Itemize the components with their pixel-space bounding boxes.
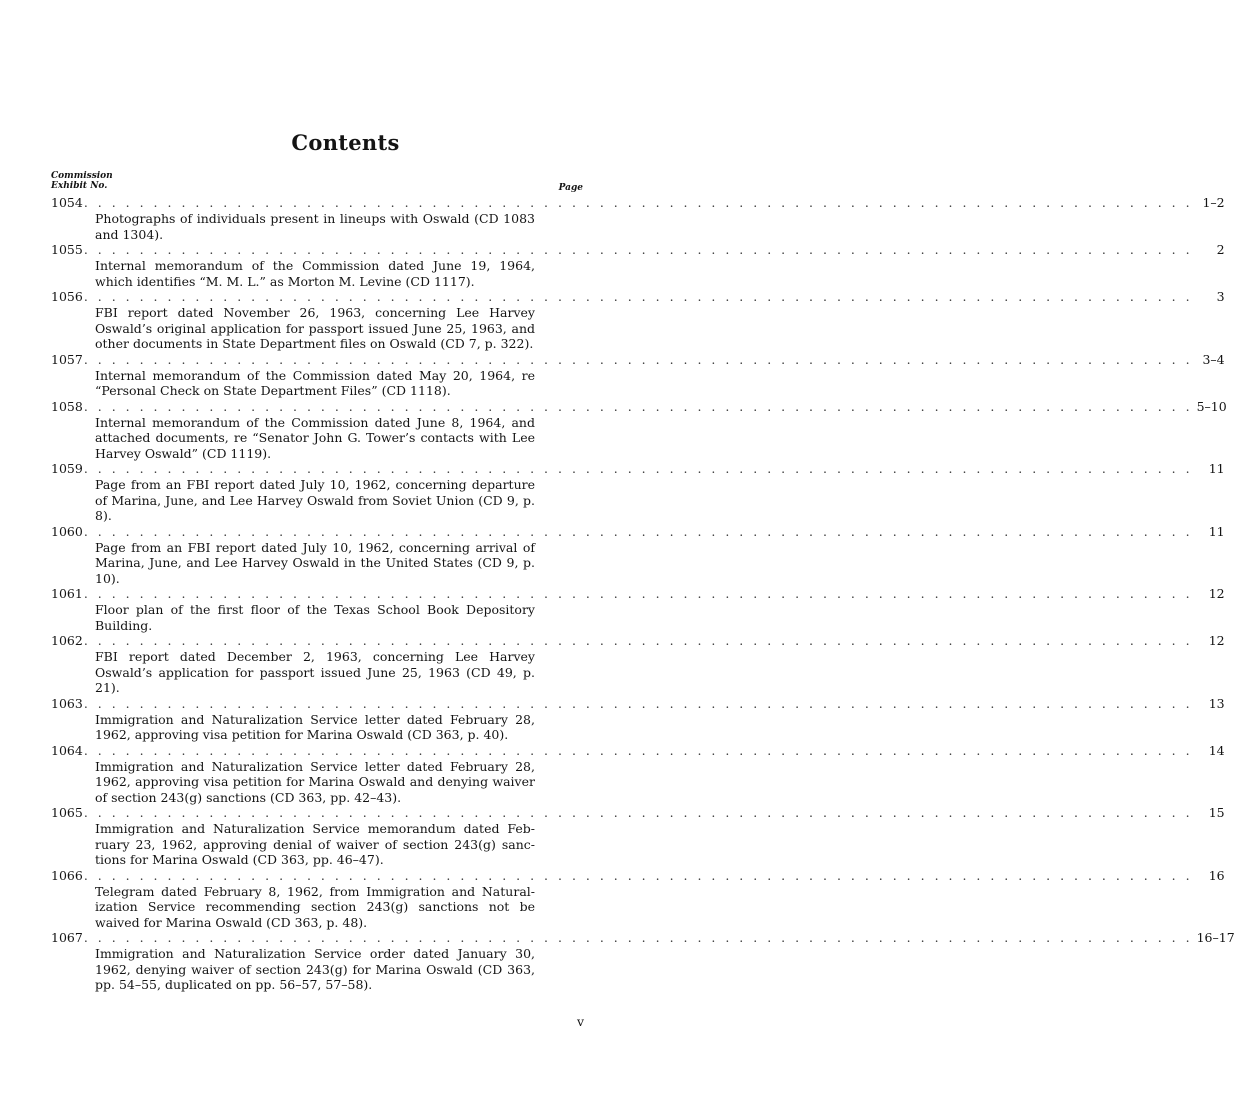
exhibit-number: 1061 — [51, 586, 83, 601]
contents-entry — [51, 398, 1227, 462]
contents-entry — [51, 805, 1225, 868]
entry-heading — [51, 586, 1225, 602]
page-number: 16–17 — [1196, 930, 1235, 945]
dot-leader: . . . . . . . . . . . . . . . . . . . . . . . . . . . . . . . . . . . . . . . . . . . . . . . . . . . . . . . . . . . . . . . . . . . . . . . . . . . . . . . . — [83, 930, 1193, 945]
exhibit-number: 1056 — [51, 289, 83, 304]
page-number: 11 — [1208, 461, 1225, 476]
exhibit-description: Internal memorandum of the Commission dated June 8, 1964, and attached documents, re “Senator John G. Tower’s contacts with Lee Harvey Oswald” (CD 1119). — [95, 414, 535, 461]
contents-entry — [51, 289, 1225, 352]
exhibit-number: 1062 — [51, 633, 83, 648]
exhibit-description: Internal memorandum of the Commission dated June 19, 1964, which identifies “M. M. L.” as Morton M. Levine (CD 1117). — [95, 258, 535, 289]
dot-leader: . . . . . . . . . . . . . . . . . . . . . . . . . . . . . . . . . . . . . . . . . . . . . . . . . . . . . . . . . . . . . . . . . . . . . . . . . . . . . . . . — [83, 461, 1193, 476]
page-folio: v — [576, 1014, 584, 1029]
page-number: 16 — [1208, 867, 1225, 883]
dot-leader: . . . . . . . . . . . . . . . . . . . . . . . . . . . . . . . . . . . . . . . . . . . . . . . . . . . . . . . . . . . . . . . . . . . . . . . . . . . . . . . . — [83, 586, 1193, 601]
entry-heading — [51, 523, 1225, 540]
dot-leader: . . . . . . . . . . . . . . . . . . . . . . . . . . . . . . . . . . . . . . . . . . . . . . . . . . . . . . . . . . . . . . . . . . . . . . . . . . . . . . . . — [83, 695, 1193, 711]
dot-leader: . . . . . . . . . . . . . . . . . . . . . . . . . . . . . . . . . . . . . . . . . . . . . . . . . . . . . . . . . . . . . . . . . . . . . . . . . . . . . . . . — [83, 805, 1193, 820]
entry-heading — [51, 195, 1225, 211]
contents-entry — [51, 695, 1225, 743]
exhibit-number: 1060 — [51, 523, 83, 539]
page-number: 15 — [1208, 805, 1225, 820]
exhibit-number: 1055 — [51, 242, 83, 257]
exhibit-description: Immigration and Naturalization Service letter dated February 28, 1962, approving visa petition for Marina Oswald and denying waiver of section 243(g) sanctions (CD 363, pp. 42–43). — [95, 758, 535, 805]
exhibit-number: 1058 — [51, 398, 83, 414]
entry-heading — [51, 242, 1225, 258]
entry-heading — [51, 867, 1225, 884]
page-number: 12 — [1208, 633, 1225, 648]
exhibit-description: Telegram dated February 8, 1962, from Immigration and Natural-ization Service recommending section 243(g) sanctions not be waived for Marina Oswald (CD 363, p. 48). — [95, 883, 535, 930]
page-title: Contents — [291, 130, 400, 155]
dot-leader: . . . . . . . . . . . . . . . . . . . . . . . . . . . . . . . . . . . . . . . . . . . . . . . . . . . . . . . . . . . . . . . . . . . . . . . . . . . . . . . . — [83, 351, 1193, 367]
contents-entry — [51, 867, 1225, 931]
exhibit-description: Page from an FBI report dated July 10, 1962, concerning departure of Marina, June, and Lee Harvey Oswald from Soviet Union (CD 9, p. 8). — [95, 477, 535, 523]
dot-leader: . . . . . . . . . . . . . . . . . . . . . . . . . . . . . . . . . . . . . . . . . . . . . . . . . . . . . . . . . . . . . . . . . . . . . . . . . . . . . . . . — [83, 289, 1193, 304]
contents-entry — [51, 461, 1225, 524]
entry-heading — [51, 461, 1225, 477]
exhibit-number: 1064 — [51, 742, 83, 758]
dot-leader: . . . . . . . . . . . . . . . . . . . . . . . . . . . . . . . . . . . . . . . . . . . . . . . . . . . . . . . . . . . . . . . . . . . . . . . . . . . . . . . . — [83, 633, 1193, 648]
exhibit-description: Immigration and Naturalization Service order dated January 30, 1962, denying waiver of section 243(g) for Marina Oswald (CD 363, pp. 54–55, duplicated on pp. 56–57, 57–58). — [95, 946, 535, 992]
entry-heading — [51, 695, 1225, 712]
page-number: 11 — [1208, 523, 1225, 539]
exhibit-number: 1063 — [51, 695, 83, 711]
page-number: 3 — [1216, 289, 1225, 304]
exhibit-description: Page from an FBI report dated July 10, 1962, concerning arrival of Marina, June, and Lee Harvey Oswald in the United States (CD 9, p. 10). — [95, 539, 535, 586]
entry-heading — [51, 742, 1225, 759]
dot-leader: . . . . . . . . . . . . . . . . . . . . . . . . . . . . . . . . . . . . . . . . . . . . . . . . . . . . . . . . . . . . . . . . . . . . . . . . . . . . . . . . — [83, 742, 1193, 758]
contents-entry — [51, 633, 1225, 696]
page-number: 3–4 — [1202, 351, 1225, 367]
entry-heading — [51, 351, 1225, 368]
contents-list — [51, 195, 1235, 993]
exhibit-description: Immigration and Naturalization Service letter dated February 28, 1962, approving visa petition for Marina Oswald (CD 363, p. 40). — [95, 711, 535, 742]
entry-heading — [51, 633, 1225, 649]
contents-entry — [51, 523, 1225, 587]
page-number: 2 — [1216, 242, 1225, 257]
exhibit-description: Immigration and Naturalization Service memorandum dated Feb-ruary 23, 1962, approving denial of waiver of section 243(g) sanc-tions for Marina Oswald (CD 363, pp. 46–47). — [95, 821, 535, 867]
contents-entry — [51, 586, 1225, 633]
page-number: 1–2 — [1202, 195, 1225, 210]
exhibit-description: FBI report dated November 26, 1963, concerning Lee Harvey Oswald’s original application for passport issued June 25, 1963, and other documents in State Department files on Oswald (CD 7, p. 322). — [95, 305, 535, 351]
exhibit-description: FBI report dated December 2, 1963, concerning Lee Harvey Oswald’s application for passport issued June 25, 1963 (CD 49, p. 21). — [95, 649, 535, 695]
exhibit-number: 1065 — [51, 805, 83, 820]
exhibit-number: 1059 — [51, 461, 83, 476]
exhibit-number: 1057 — [51, 351, 83, 367]
entry-heading — [51, 930, 1235, 946]
column-header-exhibit-no: Commission Exhibit No. — [51, 171, 113, 191]
page-number: 13 — [1208, 695, 1225, 711]
dot-leader: . . . . . . . . . . . . . . . . . . . . . . . . . . . . . . . . . . . . . . . . . . . . . . . . . . . . . . . . . . . . . . . . . . . . . . . . . . . . . . . . — [83, 195, 1193, 210]
column-header-page: Page — [558, 183, 583, 193]
exhibit-description: Photographs of individuals present in lineups with Oswald (CD 1083 and 1304). — [95, 211, 535, 242]
exhibit-number: 1054 — [51, 195, 83, 210]
contents-entry — [51, 351, 1225, 399]
entry-heading — [51, 805, 1225, 821]
dot-leader: . . . . . . . . . . . . . . . . . . . . . . . . . . . . . . . . . . . . . . . . . . . . . . . . . . . . . . . . . . . . . . . . . . . . . . . . . . . . . . . . — [83, 867, 1193, 883]
page-number: 14 — [1208, 742, 1225, 758]
contents-entry — [51, 930, 1235, 993]
page-number: 12 — [1208, 586, 1225, 601]
exhibit-number: 1067 — [51, 930, 83, 945]
entry-heading — [51, 398, 1227, 415]
exhibit-number: 1066 — [51, 867, 83, 883]
dot-leader: . . . . . . . . . . . . . . . . . . . . . . . . . . . . . . . . . . . . . . . . . . . . . . . . . . . . . . . . . . . . . . . . . . . . . . . . . . . . . . . . — [83, 523, 1193, 539]
exhibit-description: Internal memorandum of the Commission dated May 20, 1964, re “Personal Check on State Department Files” (CD 1118). — [95, 367, 535, 398]
contents-entry — [51, 242, 1225, 289]
entry-heading — [51, 289, 1225, 305]
exhibit-description: Floor plan of the first floor of the Texas School Book Depository Building. — [95, 602, 535, 633]
contents-entry — [51, 195, 1225, 242]
dot-leader: . . . . . . . . . . . . . . . . . . . . . . . . . . . . . . . . . . . . . . . . . . . . . . . . . . . . . . . . . . . . . . . . . . . . . . . . . . . . . . . . — [83, 242, 1193, 257]
page-number: 5–10 — [1196, 398, 1227, 414]
contents-entry — [51, 742, 1225, 806]
dot-leader: . . . . . . . . . . . . . . . . . . . . . . . . . . . . . . . . . . . . . . . . . . . . . . . . . . . . . . . . . . . . . . . . . . . . . . . . . . . . . . . . — [83, 398, 1193, 414]
